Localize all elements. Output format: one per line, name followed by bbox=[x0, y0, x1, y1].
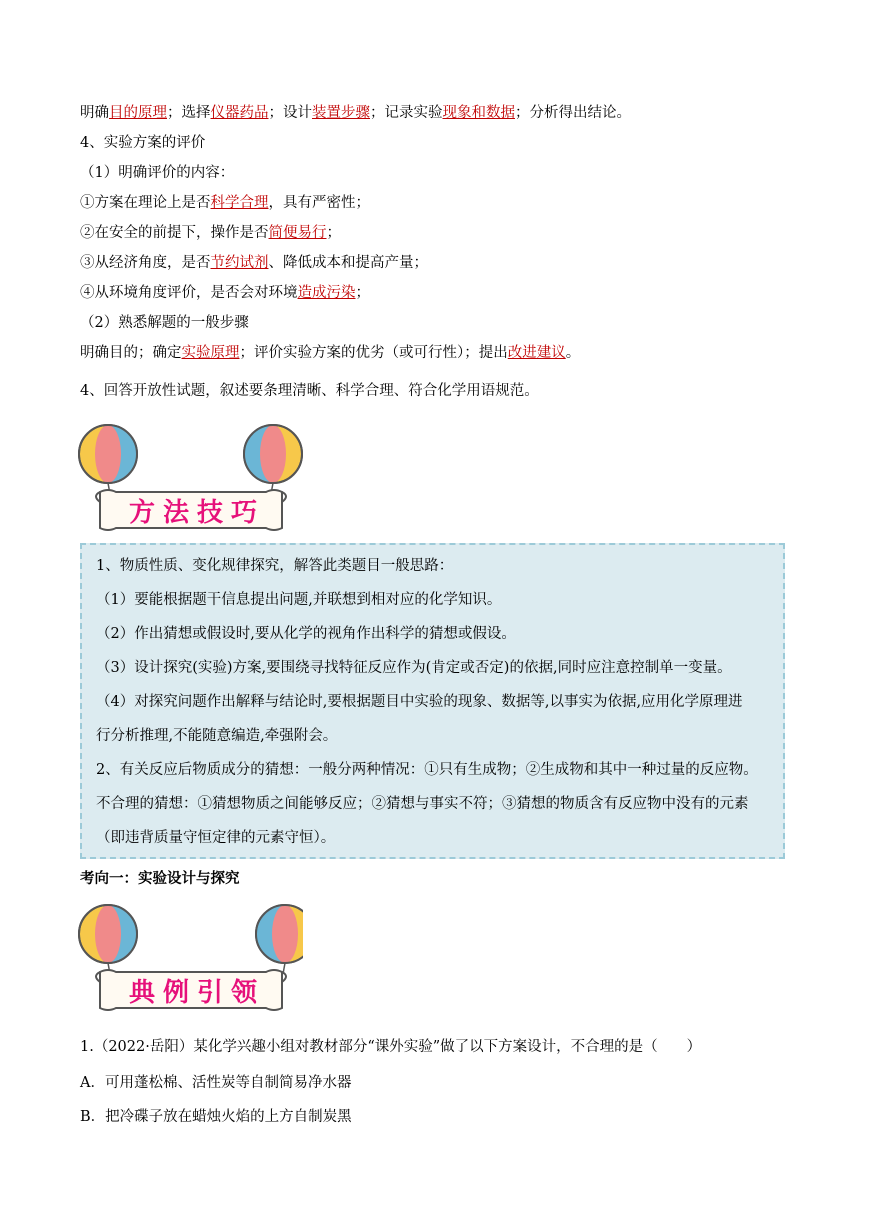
banner-title: 典例引领 bbox=[128, 978, 265, 1008]
tips-line: （2）作出猜想或假设时,要从化学的视角作出科学的猜想或假设。 bbox=[96, 626, 516, 642]
balloon-icon bbox=[79, 425, 137, 494]
list-item: ④从环境角度评价，是否会对环境造成污染； bbox=[80, 285, 370, 301]
sub-heading: （2）熟悉解题的一般步骤 bbox=[80, 315, 249, 331]
highlight-term: 实验原理 bbox=[181, 345, 240, 361]
tips-line: 2、有关反应后物质成分的猜想：一般分两种情况：①只有生成物；②生成物和其中一种过量的反应物。 bbox=[96, 762, 758, 778]
sub-heading: （1）明确评价的内容： bbox=[80, 165, 235, 181]
highlight-term: 简便易行 bbox=[268, 225, 327, 241]
highlight-term: 节约试剂 bbox=[210, 255, 269, 271]
tips-line: （1）要能根据题干信息提出问题,并联想到相对应的化学知识。 bbox=[96, 592, 502, 608]
balloon-icon bbox=[244, 425, 302, 494]
highlight-term: 仪器药品 bbox=[210, 105, 269, 121]
highlight-term: 目的原理 bbox=[109, 105, 167, 121]
method-tips-banner bbox=[78, 418, 303, 536]
tips-line: 行分析推理,不能随意编造,牵强附会。 bbox=[96, 728, 338, 744]
highlight-term: 造成污染 bbox=[297, 285, 356, 301]
tips-line: 不合理的猜想：①猜想物质之间能够反应；②猜想与事实不符；③猜想的物质含有反应物中没有的元素 bbox=[96, 796, 749, 812]
section-title: 考向一：实验设计与探究 bbox=[80, 870, 240, 887]
banner-title: 方法技巧 bbox=[128, 498, 265, 528]
section-heading: 4、回答开放性试题，叙述要条理清晰、科学合理、符合化学用语规范。 bbox=[80, 383, 539, 399]
option-a: A．可用蓬松棉、活性炭等自制简易净水器 bbox=[80, 1075, 352, 1091]
list-item: ②在安全的前提下，操作是否简便易行； bbox=[80, 225, 341, 241]
option-b: B．把冷碟子放在蜡烛火焰的上方自制炭黑 bbox=[80, 1109, 352, 1125]
tips-box bbox=[80, 543, 785, 859]
steps-paragraph: 明确目的；确定实验原理；评价实验方案的优劣（或可行性）；提出改进建议。 bbox=[80, 345, 581, 361]
typical-example-banner bbox=[78, 898, 303, 1016]
balloon-icon bbox=[256, 905, 303, 974]
tips-line: （即违背质量守恒定律的元素守恒）。 bbox=[96, 830, 336, 846]
tips-line: （4）对探究问题作出解释与结论时,要根据题目中实验的现象、数据等,以事实为依据,应用化学原理进 bbox=[96, 694, 743, 710]
highlight-term: 科学合理 bbox=[210, 195, 269, 211]
highlight-term: 现象和数据 bbox=[442, 105, 515, 121]
highlight-term: 改进建议 bbox=[507, 345, 566, 361]
section-heading: 4、实验方案的评价 bbox=[80, 135, 206, 151]
list-item: ③从经济角度，是否节约试剂、降低成本和提高产量； bbox=[80, 255, 428, 271]
tips-line: （3）设计探究(实验)方案,要围绕寻找特征反应作为(肯定或否定)的依据,同时应注意控制单一变量。 bbox=[96, 660, 732, 676]
question-stem: 1.（2022·岳阳）某化学兴趣小组对教材部分“课外实验”做了以下方案设计，不合理的是（ ） bbox=[80, 1039, 702, 1055]
list-item: ①方案在理论上是否科学合理，具有严密性； bbox=[80, 195, 370, 211]
balloon-icon bbox=[79, 905, 137, 974]
intro-paragraph: 明确目的原理；选择仪器药品；设计装置步骤；记录实验现象和数据；分析得出结论。 bbox=[80, 105, 631, 121]
highlight-term: 装置步骤 bbox=[312, 105, 370, 121]
tips-line: 1、物质性质、变化规律探究，解答此类题目一般思路： bbox=[96, 558, 454, 574]
